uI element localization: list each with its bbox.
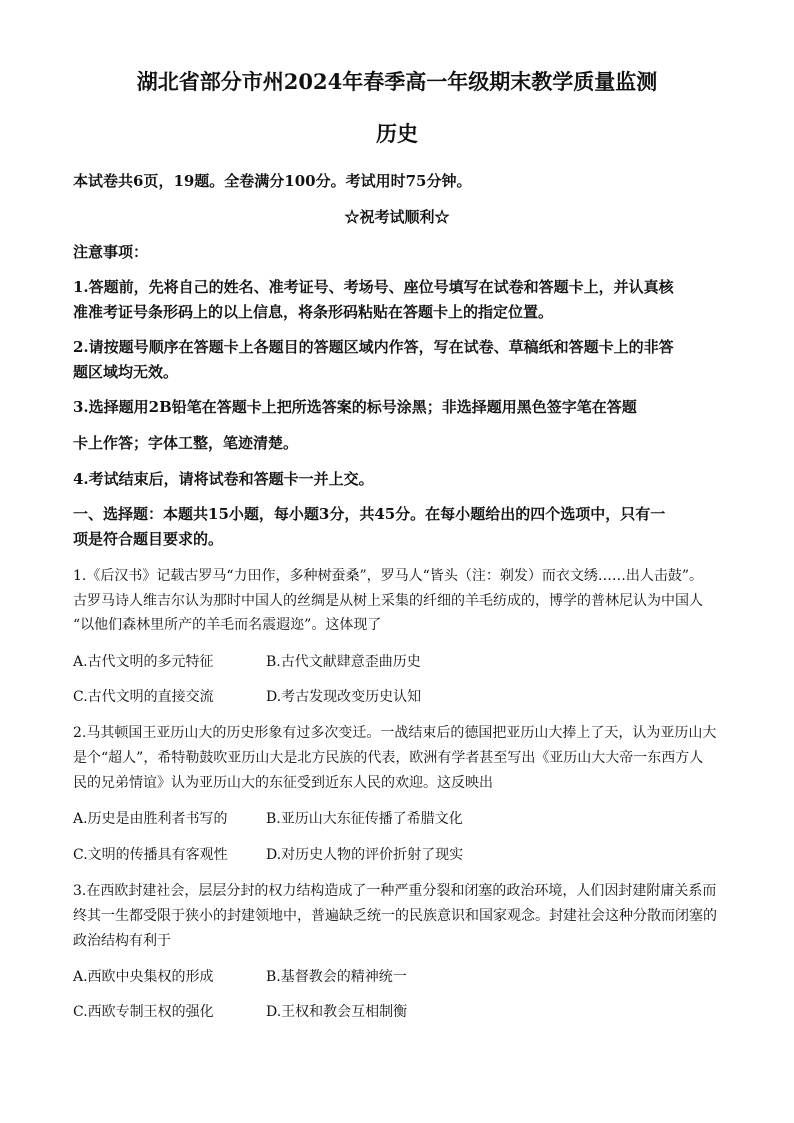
notes-heading: 注意事项： — [73, 243, 149, 261]
note-line: 4.考试结束后，请将试卷和答题卡一并上交。 — [73, 470, 374, 488]
note-line: 题区域均无效。 — [73, 363, 179, 381]
question-3-option-b[interactable]: B.基督教会的精神统一 — [266, 969, 407, 985]
section-heading: 项是符合题目要求的。 — [73, 530, 224, 548]
question-3-text: 终其一生都受限于狭小的封建领地中，普遍缺乏统一的民族意识和国家观念。封建社会这种分散而闭塞的 — [73, 908, 717, 924]
question-2-text: 民的兄弟情谊》认为亚历山大的东征受到近东人民的欢迎。这反映出 — [73, 775, 493, 791]
note-line: 1.答题前，先将自己的姓名、准考证号、考场号、座位号填写在试卷和答题卡上，并认真核 — [73, 278, 674, 296]
question-1-text: 1.《后汉书》记载古罗马“力田作，多种树蚕桑”，罗马人“皆头（注：剃发）而衣文绣……出人击鼓”。 — [73, 568, 703, 584]
question-3-text: 3.在西欧封建社会，层层分封的权力结构造成了一种严重分裂和闭塞的政治环境，人们因封建附庸关系而 — [73, 883, 717, 899]
note-line: 卡上作答；字体工整，笔迹清楚。 — [73, 434, 299, 452]
exam-subject: 历史 — [376, 121, 418, 146]
question-2-option-a[interactable]: A.历史是由胜利者书写的 — [73, 811, 228, 827]
question-3-text: 政治结构有利于 — [73, 933, 171, 949]
question-1-option-a[interactable]: A.古代文明的多元特征 — [73, 654, 214, 670]
question-1-option-d[interactable]: D.考古发现改变历史认知 — [266, 689, 422, 705]
exam-title: 湖北省部分市州2024年春季高一年级期末教学质量监测 — [136, 69, 658, 94]
question-1-option-b[interactable]: B.古代文献肆意歪曲历史 — [266, 654, 421, 670]
question-1-option-c[interactable]: C.古代文明的直接交流 — [73, 689, 214, 705]
question-2-option-d[interactable]: D.对历史人物的评价折射了现实 — [266, 847, 464, 863]
note-line: 准准考证号条形码上的以上信息，将条形码粘贴在答题卡上的指定位置。 — [73, 303, 554, 321]
note-line: 3.选择题用2B铅笔在答题卡上把所选答案的标号涂黑；非选择题用黑色签字笔在答题 — [73, 398, 637, 416]
question-2-option-b[interactable]: B.亚历山大东征传播了希腊文化 — [266, 811, 463, 827]
question-3-option-d[interactable]: D.王权和教会互相制衡 — [266, 1004, 408, 1020]
good-luck-banner: ☆祝考试顺利☆ — [344, 208, 450, 226]
exam-summary: 本试卷共6页，19题。全卷满分100分。考试用时75分钟。 — [73, 172, 472, 190]
question-1-text: 古罗马诗人维吉尔认为那时中国人的丝绸是从树上采集的纤细的羊毛纺成的，博学的普林尼认为中国人 — [73, 593, 703, 609]
note-line: 2.请按题号顺序在答题卡上各题目的答题区域内作答，写在试卷、草稿纸和答题卡上的非答 — [73, 338, 674, 356]
question-1-text: “以他们森林里所产的羊毛而名震遐迩”。这体现了 — [73, 617, 382, 633]
question-2-text: 是个“超人”，希特勒鼓吹亚历山大是北方民族的代表，欧洲有学者甚至写出《亚历山大大帝一东西方人 — [73, 750, 704, 766]
question-3-option-a[interactable]: A.西欧中央集权的形成 — [73, 969, 214, 985]
question-2-option-c[interactable]: C.文明的传播具有客观性 — [73, 847, 228, 863]
question-2-text: 2.马其顿国王亚历山大的历史形象有过多次变迁。一战结束后的德国把亚历山大捧上了天，认为亚历山大 — [73, 725, 717, 741]
section-heading: 一、选择题：本题共15小题，每小题3分，共45分。在每小题给出的四个选项中，只有一 — [73, 505, 666, 523]
question-3-option-c[interactable]: C.西欧专制王权的强化 — [73, 1004, 214, 1020]
